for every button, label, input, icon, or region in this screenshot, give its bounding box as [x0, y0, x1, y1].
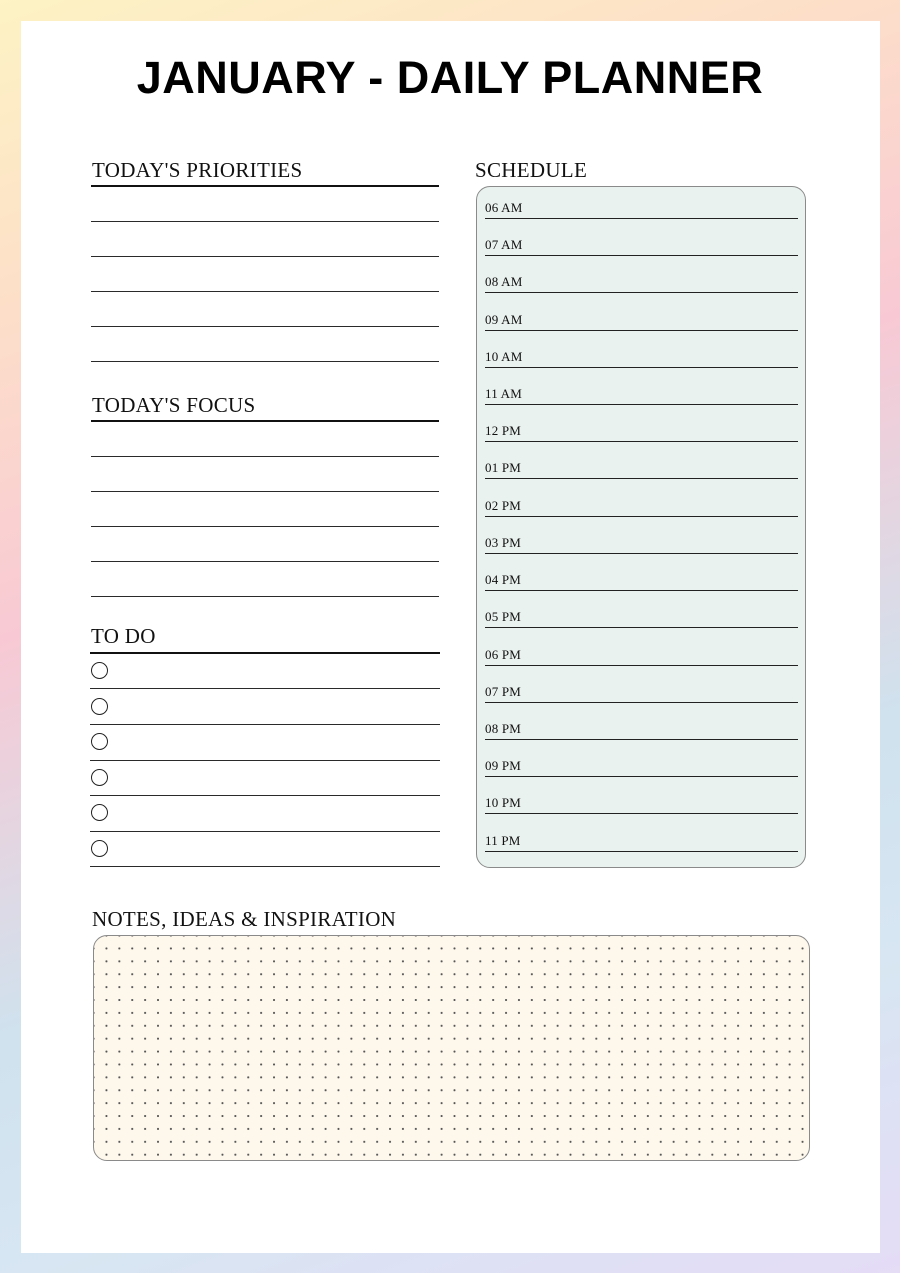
priority-line-3[interactable]: [91, 291, 439, 292]
slot-time-label: 08 PM: [485, 721, 522, 736]
schedule-slot[interactable]: [485, 814, 798, 852]
slot-time-label: 11 AM: [485, 386, 522, 401]
focus-line-3[interactable]: [91, 526, 439, 527]
slot-time-label: 01 PM: [485, 460, 522, 475]
todo-line-1[interactable]: [90, 688, 440, 689]
schedule-slot[interactable]: [485, 516, 798, 554]
schedule-slot[interactable]: [485, 702, 798, 740]
slot-time-label: 08 AM: [485, 274, 523, 289]
schedule-slot[interactable]: [485, 218, 798, 256]
todo-line-5[interactable]: [90, 831, 440, 832]
schedule-slot[interactable]: [485, 404, 798, 442]
todo-checkbox-3[interactable]: [91, 733, 108, 750]
todo-underline: [90, 652, 440, 654]
focus-line-2[interactable]: [91, 491, 439, 492]
slot-time-label: 10 PM: [485, 795, 522, 810]
slot-time-label: 02 PM: [485, 498, 522, 513]
notes-heading: NOTES, IDEAS & INSPIRATION: [92, 907, 397, 931]
priority-line-4[interactable]: [91, 326, 439, 327]
schedule-slot[interactable]: [485, 553, 798, 591]
schedule-slot[interactable]: [485, 293, 798, 331]
slot-time-label: 03 PM: [485, 535, 522, 550]
priorities-underline: [91, 185, 439, 187]
todo-heading: TO DO: [91, 624, 156, 648]
todo-line-6[interactable]: [90, 866, 440, 867]
focus-underline: [91, 420, 439, 422]
schedule-slot[interactable]: [485, 255, 798, 293]
focus-line-5[interactable]: [91, 596, 439, 597]
schedule-slot[interactable]: [485, 479, 798, 517]
focus-line-4[interactable]: [91, 561, 439, 562]
slot-time-label: 11 PM: [485, 833, 521, 848]
slot-time-label: 12 PM: [485, 423, 522, 438]
schedule-slot[interactable]: [485, 367, 798, 405]
todo-line-2[interactable]: [90, 724, 440, 725]
slot-time-label: 07 AM: [485, 237, 523, 252]
schedule-slot[interactable]: [485, 776, 798, 814]
todo-checkbox-4[interactable]: [91, 769, 108, 786]
slot-time-label: 06 PM: [485, 647, 522, 662]
slot-time-label: 10 AM: [485, 349, 523, 364]
todo-checkbox-1[interactable]: [91, 662, 108, 679]
schedule-slot[interactable]: [485, 181, 798, 219]
schedule-slot[interactable]: [485, 590, 798, 628]
focus-heading: TODAY'S FOCUS: [92, 393, 256, 417]
slot-time-label: 05 PM: [485, 609, 522, 624]
schedule-heading: SCHEDULE: [475, 158, 588, 182]
slot-time-label: 04 PM: [485, 572, 522, 587]
schedule-slot[interactable]: [485, 739, 798, 777]
todo-checkbox-6[interactable]: [91, 840, 108, 857]
priority-line-2[interactable]: [91, 256, 439, 257]
slot-time-label: 07 PM: [485, 684, 522, 699]
schedule-slot[interactable]: [485, 628, 798, 666]
priority-line-1[interactable]: [91, 221, 439, 222]
slot-time-label: 09 PM: [485, 758, 522, 773]
todo-checkbox-2[interactable]: [91, 698, 108, 715]
slot-time-label: 09 AM: [485, 312, 523, 327]
priorities-heading: TODAY'S PRIORITIES: [92, 158, 303, 182]
schedule-slot[interactable]: [485, 330, 798, 368]
schedule-slot[interactable]: [485, 441, 798, 479]
schedule-box: [476, 186, 806, 868]
notes-dot-grid[interactable]: [93, 935, 810, 1161]
slot-time-label: 06 AM: [485, 200, 523, 215]
focus-line-1[interactable]: [91, 456, 439, 457]
todo-line-4[interactable]: [90, 795, 440, 796]
todo-line-3[interactable]: [90, 760, 440, 761]
priority-line-5[interactable]: [91, 361, 439, 362]
page-title: JANUARY - DAILY PLANNER: [136, 52, 764, 103]
schedule-slot[interactable]: [485, 665, 798, 703]
todo-checkbox-5[interactable]: [91, 804, 108, 821]
